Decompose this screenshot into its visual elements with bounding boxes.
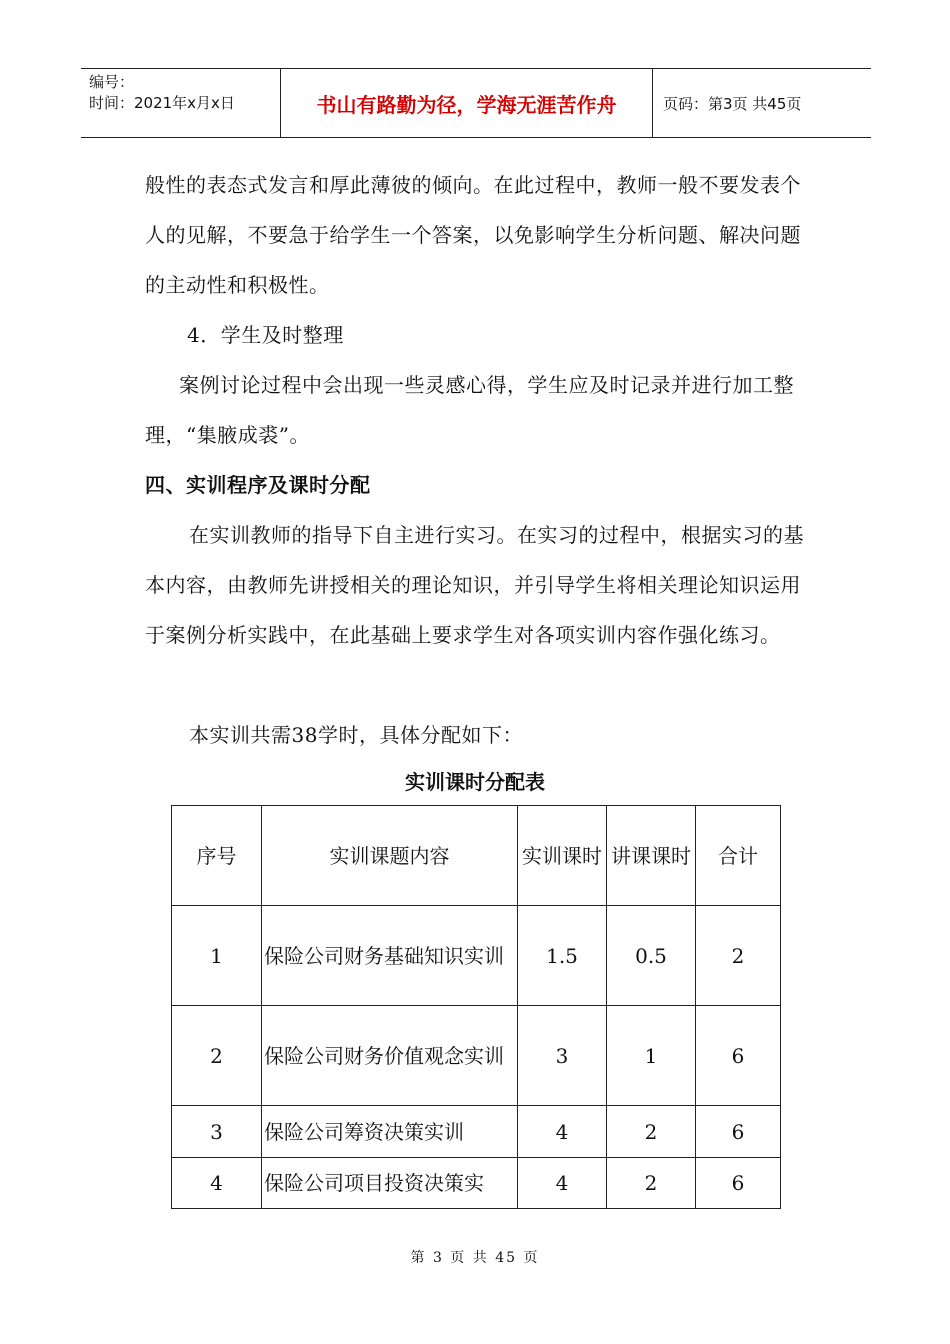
paragraph-total-hours: 本实训共需38学时，具体分配如下： [189, 723, 523, 747]
cell-index: 3 [172, 1106, 262, 1158]
cell-topic: 保险公司财务价值观念实训 [262, 1006, 518, 1106]
document-date: 时间：2021年x月x日 [89, 94, 235, 112]
header-cell-total: 合计 [696, 806, 781, 906]
paragraph-training-procedure: 在实训教师的指导下自主进行实习。在实习的过程中，根据实习的基本内容，由教师先讲授相关的理论知识，并引导学生将相关理论知识运用于案例分析实践中，在此基础上要求学生对各项实训内容作强化练习。 [145, 523, 804, 647]
cell-lecture-hours: 1 [607, 1006, 696, 1106]
cell-topic: 保险公司项目投资决策实 [262, 1158, 518, 1209]
header-cell-index: 序号 [172, 806, 262, 906]
cell-lecture-hours: 2 [607, 1158, 696, 1209]
table-header-row [172, 806, 781, 906]
cell-lecture-hours: 0.5 [607, 906, 696, 1006]
header-page-number: 页码：第3页 共45页 [663, 94, 802, 113]
cell-topic: 保险公司筹资决策实训 [262, 1106, 518, 1158]
cell-practice-hours: 1.5 [518, 906, 607, 1006]
cell-practice-hours: 3 [518, 1006, 607, 1106]
cell-practice-hours: 4 [518, 1158, 607, 1209]
header-cell-practice-hours: 实训课时 [518, 806, 607, 906]
table-row [172, 1158, 781, 1209]
cell-index: 2 [172, 1006, 262, 1106]
page-header [81, 68, 871, 138]
table-row [172, 1106, 781, 1158]
cell-lecture-hours: 2 [607, 1106, 696, 1158]
header-cell-topic: 实训课题内容 [262, 806, 518, 906]
paragraph-discussion-guidance: 般性的表态式发言和厚此薄彼的倾向。在此过程中，教师一般不要发表个人的见解，不要急于给学生一个答案，以免影响学生分析问题、解决问题的主动性和积极性。 [145, 173, 801, 297]
subheading-student-organize: 4．学生及时整理 [187, 323, 344, 347]
table-title: 实训课时分配表 [405, 770, 545, 794]
page-footer: 第 3 页 共 45 页 [410, 1250, 540, 1266]
cell-total: 6 [696, 1158, 781, 1209]
cell-index: 4 [172, 1158, 262, 1209]
section-heading: 四、实训程序及课时分配 [145, 473, 371, 497]
table-row [172, 906, 781, 1006]
cell-total: 2 [696, 906, 781, 1006]
header-meta [81, 69, 281, 137]
cell-total: 6 [696, 1006, 781, 1106]
header-motto: 书山有路勤为径，学海无涯苦作舟 [281, 69, 653, 137]
paragraph-organize-notes: 案例讨论过程中会出现一些灵感心得，学生应及时记录并进行加工整理，“集腋成裘”。 [145, 373, 794, 447]
cell-index: 1 [172, 906, 262, 1006]
hours-allocation-table [171, 805, 781, 1209]
header-cell-lecture-hours: 讲课课时 [607, 806, 696, 906]
table-row [172, 1006, 781, 1106]
cell-practice-hours: 4 [518, 1106, 607, 1158]
cell-total: 6 [696, 1106, 781, 1158]
cell-topic: 保险公司财务基础知识实训 [262, 906, 518, 1006]
document-number: 编号： [89, 73, 135, 91]
